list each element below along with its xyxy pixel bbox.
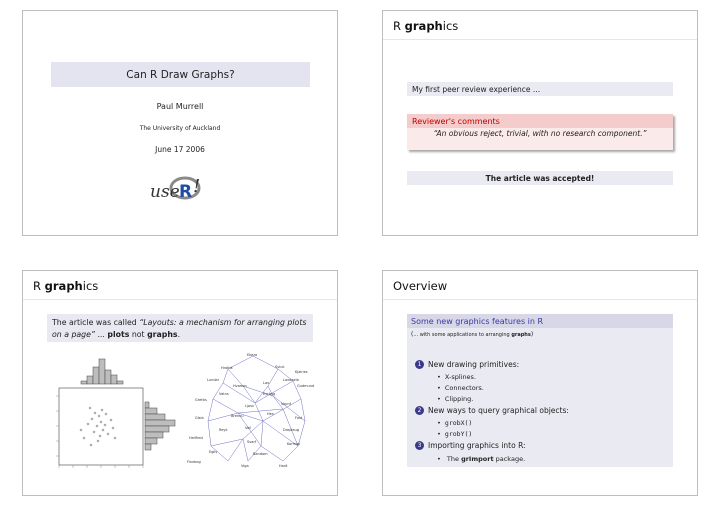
alert-body: “An obvious reject, trivial, with no research component.” — [407, 128, 673, 150]
article-box: The article was called “Layouts: a mechanism for arranging plots on a page” ... plots not graphs. — [47, 314, 313, 342]
svg-text:Gisla: Gisla — [195, 416, 204, 420]
svg-text:Brennu: Brennu — [231, 414, 244, 418]
user-logo — [148, 171, 212, 203]
svg-text:Sviuk: Sviuk — [275, 365, 285, 369]
svg-text:Vopnf: Vopnf — [281, 402, 291, 406]
svg-text:Ljosv: Ljosv — [245, 404, 254, 408]
svg-text:Egils: Egils — [209, 450, 218, 454]
item-number: 1 — [415, 360, 424, 369]
svg-text:Hallfred: Hallfred — [189, 436, 203, 440]
item-number: 3 — [415, 441, 424, 450]
svg-text:Svarf: Svarf — [247, 440, 257, 444]
slide-overview — [382, 270, 698, 496]
svg-text:Fost: Fost — [295, 416, 303, 420]
svg-text:Kjalnes: Kjalnes — [295, 370, 308, 374]
sub-item: • grobX() — [437, 419, 472, 427]
svg-text:Finnbog: Finnbog — [187, 460, 201, 464]
item-number: 2 — [415, 406, 424, 415]
institute: The University of Auckland — [139, 125, 221, 132]
graph-diagram — [183, 351, 323, 471]
list-item: 2 New ways to query graphical objects: — [415, 406, 569, 415]
svg-text:Reyk: Reyk — [219, 428, 228, 432]
block-subtitle: (... with some applications to arranging graphs) — [411, 331, 534, 338]
frame-title: R graphics — [383, 11, 697, 40]
frame-title: R graphics — [23, 271, 337, 300]
svg-text:Gudmund: Gudmund — [297, 384, 315, 388]
slide-r-graphics-2 — [22, 270, 338, 496]
svg-text:Vatns: Vatns — [219, 392, 229, 396]
alert-title: Reviewer's comments — [407, 114, 673, 128]
experience-box: My first peer review experience ... — [407, 82, 673, 96]
svg-text:Eyrbyg: Eyrbyg — [263, 392, 276, 396]
list-item: 1 New drawing primitives: — [415, 360, 519, 369]
svg-text:Viga: Viga — [241, 464, 249, 468]
svg-text:Lax: Lax — [263, 381, 270, 385]
reviewer-alert-block — [407, 114, 673, 150]
sub-item: • Clipping. — [437, 395, 473, 403]
svg-text:Hen: Hen — [267, 412, 275, 416]
list-item: 3 Importing graphics into R: — [415, 441, 526, 450]
svg-text:Bandam: Bandam — [253, 452, 268, 456]
author: Paul Murrell — [156, 102, 204, 111]
sub-item: • Connectors. — [437, 384, 484, 392]
frame-title: Overview — [383, 271, 697, 300]
svg-text:Droplaug: Droplaug — [283, 428, 299, 432]
svg-text:Kormak: Kormak — [287, 442, 301, 446]
presentation-title: Can R Draw Graphs? — [51, 62, 310, 87]
svg-text:Ebara: Ebara — [247, 353, 258, 357]
date: June 17 2006 — [155, 145, 205, 154]
svg-text:Vall: Vall — [245, 426, 252, 430]
svg-text:Grettis: Grettis — [195, 398, 207, 402]
svg-text:Hvamm: Hvamm — [233, 384, 247, 388]
svg-text:Laxdaela: Laxdaela — [283, 378, 299, 382]
svg-text:Harð: Harð — [279, 464, 288, 468]
svg-text:!: ! — [193, 176, 201, 197]
accepted-box: The article was accepted! — [407, 171, 673, 185]
overview-block — [407, 314, 673, 467]
sub-item: • grobY() — [437, 430, 472, 438]
slide-title — [22, 10, 338, 236]
svg-text:use: use — [150, 182, 180, 202]
svg-text:Hrafnk: Hrafnk — [221, 366, 233, 370]
svg-text:R: R — [179, 182, 193, 202]
scatter-histogram-plot — [53, 356, 181, 474]
slide-r-graphics-1 — [382, 10, 698, 236]
svg-text:Lundar: Lundar — [207, 378, 220, 382]
block-title: Some new graphics features in R — [407, 314, 673, 328]
sub-item: • X-splines. — [437, 373, 476, 381]
sub-item: • The grImport package. — [437, 455, 525, 463]
